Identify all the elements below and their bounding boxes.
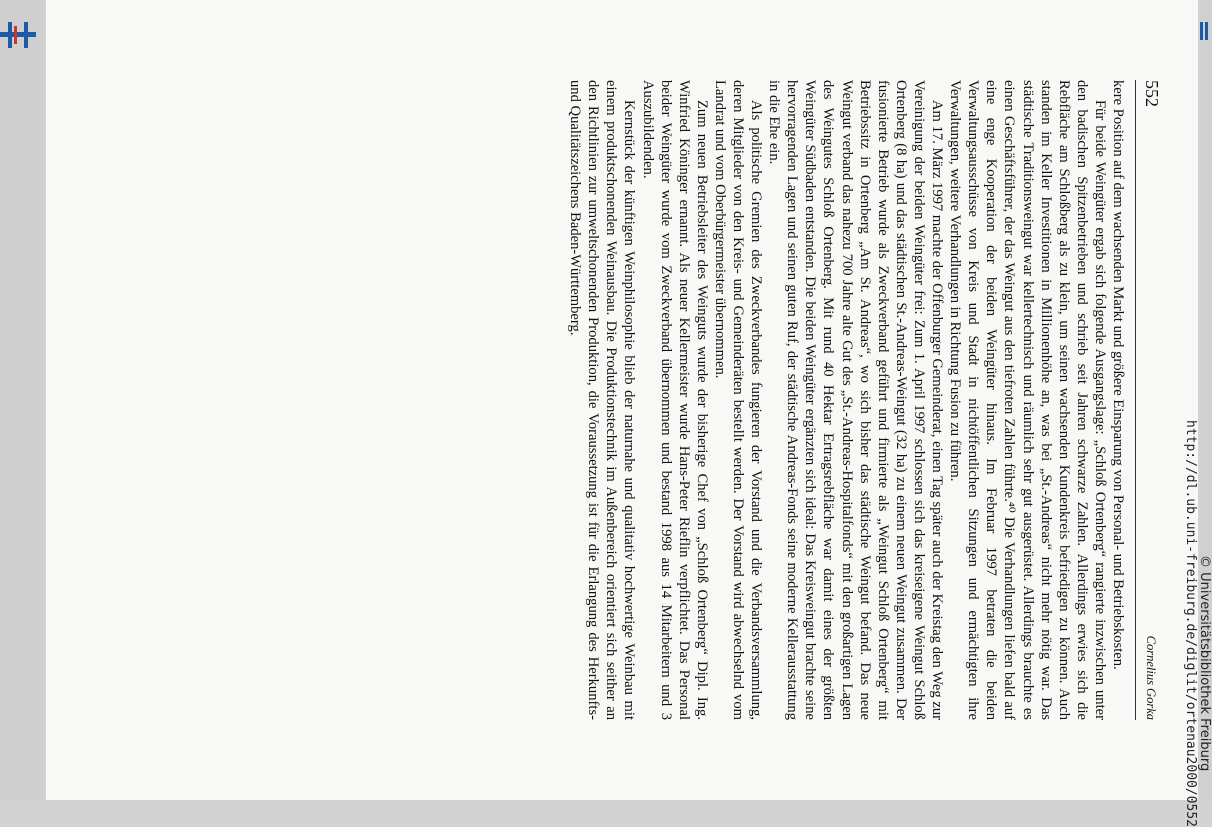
source-url-link[interactable]: http://dl.ub.uni-freiburg.de/diglit/ortenau2000/0552 <box>1183 420 1198 827</box>
scanned-page <box>46 0 1198 800</box>
paragraph: Am 17. März 1997 machte der Offenburger Gemeinderat, einen Tag später auch der Kreistag den Weg zur Vereinigung der beiden Weingüter frei: Zum 1. April 1997 schlossen sich das kreiseigene Weingut Schloß Ortenberg (8 ha) und das städtischen St.-Andreas-Weingut (32 ha) zu einem neuen Weingut zusammen. Der fusionierte Betrieb wurde als Zweckverband geführt und firmierte als „Weingut Schloß Ortenberg“ mit Betriebssitz in Ortenberg „Am St. Andreas“, wo sich bisher das städtische Weingut befand. Das neue Weingut verband das nahezu 700 Jahre alte Gut des „St.-Andreas-Hospitalfonds“ mit den großartigen Lagen des Weingutes Schloß Ortenberg. Mit rund 40 Hektar Ertragsrebfläche war damit eines der größten Weingüter Südbaden entstanden. Die beiden Weingüter ergänzten sich ideal: Das Kreisweingut brachte seine hervorragenden Lagen und seinen guten Ruf, der städtische Andreas-Fonds seine moderne Kellerausstattung in die Ehe ein. <box>766 80 946 720</box>
paragraph: Kernstück der künftigen Weinphilosophie blieb der naturnahe und qualitativ hochwertige Weinbau mit einem produktschonenden Weinausbau. Die Produktionstechnik im Außenbereich orientiert sich seither an den Richtlinien zur umweltschonenden Produktion, die Voraussetzung ist für die Erlangung des Herkunfts- und Qualitätszeichens Baden-Württemberg. <box>567 80 638 720</box>
paragraph: kere Position auf dem wachsenden Markt und größere Einsparung von Personal- und Betriebskosten. <box>1110 80 1126 670</box>
left-margin <box>0 0 44 800</box>
library-logo-icon <box>0 22 36 48</box>
viewer-marker-icon <box>1200 22 1208 40</box>
paragraph: Zum neuen Betriebsleiter des Weinguts wurde der bisherige Chef von „Schloß Ortenberg“ Dipl. Ing. Winfried Köninger ernannt. Als neuer Kellermeister wurde Hans-Peter Rieflin verpflichtet. Das Personal beider Weingüter wurde vom Zweckverband übernommen und bestand 1998 aus 14 Mitarbeitern und 3 Auszubildenden. <box>639 80 710 720</box>
page-number: 552 <box>1142 80 1162 107</box>
page-body <box>566 80 1127 720</box>
copyright-notice: © Universitätsbibliothek Freiburg <box>1197 555 1212 772</box>
paragraph: Als politische Gremien des Zweckverbandes fungieren der Vorstand und die Verbandsversammlung, deren Mitglieder von den Kreis- und Gemeinderäten bestellt werden. Der Vorstand wird abwechselnd vom Landrat und vom Oberbürgermeister übernommen. <box>711 80 765 720</box>
running-head-author: Cornelius Gorka <box>1144 635 1158 720</box>
page-content <box>166 80 1166 720</box>
page-header <box>1135 80 1166 720</box>
paragraph: Für beide Weingüter ergab sich folgende Ausgangslage: „Schloß Ortenberg“ rangierte inzwischen unter den badischen Spitzenbetrieben und schrieb seit Jahren schwarze Zahlen. Allerdings erwies sich die Rebfläche am Schloßberg als zu klein, um seinen wachsenden Kundenkreis befriedigen zu können. Auch standen im Keller Investitionen in Millionenhöhe an, was bei „St.-Andreas“ nicht mehr nötig war. Das städtische Traditionsweingut war kellertechnisch und räumlich sehr gut ausgerüstet. Allerdings brauchte es einen Geschäftsführer, der das Weingut aus den tiefroten Zahlen führte.⁴⁰ Die Verhandlungen liefen bald auf eine enge Kooperation der beiden Weingüter hinaus. Im Februar 1997 betraten die beiden Verwaltungsausschüsse von Kreis und Stadt in nichtöffentlichen Sitzungen und ermächtigten ihre Verwaltungen, weitere Verhandlungen in Richtung Fusion zu führen. <box>947 80 1108 720</box>
